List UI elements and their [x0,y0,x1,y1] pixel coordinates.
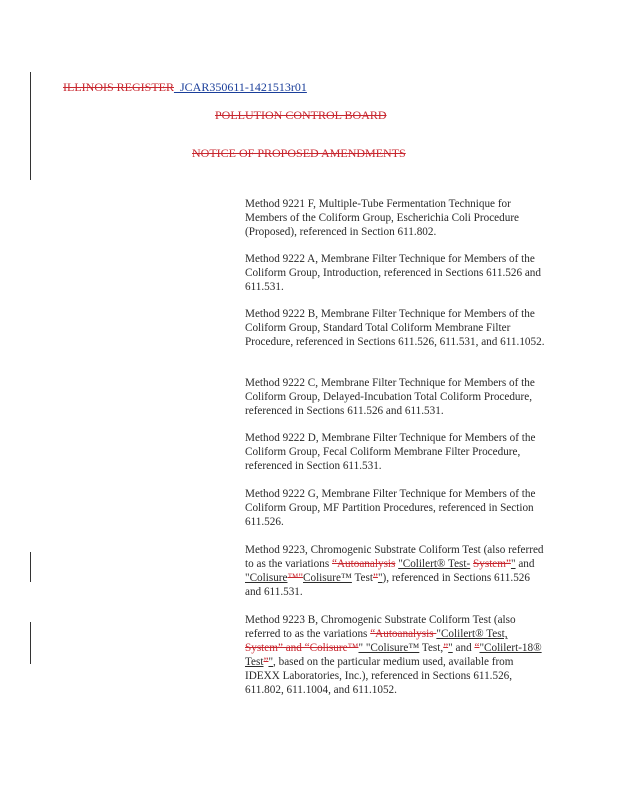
method-9222c: Method 9222 C, Membrane Filter Technique for Members of the Coliform Group, Delayed-Incubation Total Coliform Procedure, referenced in Sections 611.526 and 611.531. [245,377,535,418]
deleted-text: “Autoanalysis [370,628,437,641]
deleted-text: ” [372,572,378,585]
notice-title: NOTICE OF PROPOSED AMENDMENTS [192,146,406,160]
board-title: POLLUTION CONTROL BOARD [215,108,387,122]
method-9222b: Method 9222 B, Membrane Filter Technique for Members of the Coliform Group, Standard Total Coliform Membrane Filter Procedure, referenced in Sections 611.526, 611.531, and 611.1052. [245,308,545,349]
inserted-text: " [510,558,516,571]
deleted-text: ” [443,642,449,655]
inserted-text: "Colilert-18® Test [245,642,542,669]
register-deleted: ILLINOIS REGISTER [63,80,174,94]
inserted-text: " "Colisure™ [358,642,420,655]
register-underscore: _ [174,80,180,94]
register-inserted: JCAR350611-1421513r01 [180,80,307,94]
deleted-text: ™" [287,572,304,585]
method-9223-end: ), referenced in Sections 611.526 and 611.531. [245,572,530,599]
method-9223-intro: Method 9223, Chromogenic Substrate Coliform Test (also referred to as the variations [245,544,544,571]
method-9222d: Method 9222 D, Membrane Filter Technique for Members of the Coliform Group, Fecal Coliform Membrane Filter Procedure, referenced in Section 611.531. [245,432,536,473]
method-9223b [245,613,545,698]
inserted-text: "Colilert® Test- [398,558,471,571]
deleted-text: “Autoanalysis [332,558,396,571]
change-bar-9223b [30,622,31,664]
inserted-text: " [377,572,383,585]
change-bar-header [30,72,31,180]
register-line [63,80,307,94]
inserted-text: Colisure™ [303,572,352,585]
inserted-text: " [448,642,453,655]
deleted-text: ” [263,656,269,669]
inserted-text: "Colilert® Test, [436,628,508,641]
plain-text: and [452,642,475,655]
inserted-text: " [268,656,274,669]
method-9222a: Method 9222 A, Membrane Filter Technique for Members of the Coliform Group, Introduction, referenced in Sections 611.526 and 611.531. [245,253,541,294]
method-9221f: Method 9221 F, Multiple-Tube Fermentation Technique for Members of the Coliform Group, Escherichia Coli Procedure (Proposed), referenced in Section 611.802. [245,198,520,239]
method-9223 [245,543,545,599]
deleted-text: System” and “Colisure™ [245,642,359,655]
inserted-text: "Colisure [245,572,288,585]
change-bar-9223 [30,552,31,582]
plain-text: and [515,558,535,571]
method-9222g: Method 9222 G, Membrane Filter Technique for Members of the Coliform Group, MF Partition Procedures, referenced in Section 611.526. [245,488,536,529]
plain-text: Test [351,572,373,585]
deleted-text: System” [473,558,511,571]
deleted-text: “ [474,642,480,655]
method-9223b-intro: Method 9223 B, Chromogenic Substrate Coliform Test (also referred to as the variations [245,614,516,641]
method-9223b-end: , based on the particular medium used, available from IDEXX Laboratories, Inc.), referenced in Sections 611.526, 611.802, 611.1004, and 611.1052. [245,656,514,697]
plain-text: Test, [419,642,444,655]
